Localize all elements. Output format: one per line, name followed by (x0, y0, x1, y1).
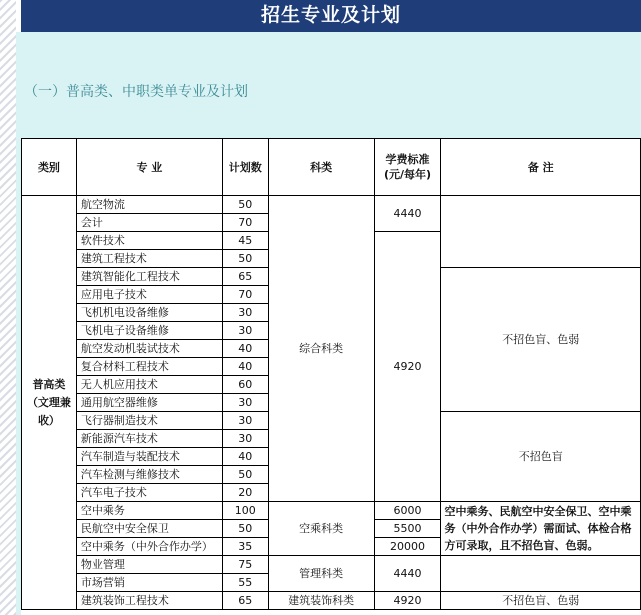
header-note: 备 注 (441, 139, 641, 196)
plan-cell: 50 (222, 466, 268, 484)
header-fee: 学费标准(元/每年) (374, 139, 441, 196)
plan-cell: 75 (222, 556, 268, 574)
fee-cell: 5500 (374, 520, 441, 538)
major-cell: 空中乘务 (76, 502, 222, 520)
table-header-row (22, 139, 641, 196)
major-cell: 汽车检测与维修技术 (76, 466, 222, 484)
table-row (22, 592, 641, 610)
subject-cell: 管理科类 (268, 556, 374, 592)
major-cell: 飞机电子设备维修 (76, 322, 222, 340)
plan-cell: 50 (222, 520, 268, 538)
major-cell: 新能源汽车技术 (76, 430, 222, 448)
note-cell-empty (441, 196, 641, 268)
major-cell: 空中乘务（中外合作办学） (76, 538, 222, 556)
plan-cell: 35 (222, 538, 268, 556)
section-subtitle: （一）普高类、中职类单专业及计划 (24, 84, 248, 100)
plan-cell: 60 (222, 376, 268, 394)
table-row (22, 196, 641, 214)
plan-cell: 70 (222, 214, 268, 232)
fee-cell: 4920 (374, 232, 441, 502)
major-cell: 民航空中安全保卫 (76, 520, 222, 538)
major-cell: 通用航空器维修 (76, 394, 222, 412)
plan-cell: 100 (222, 502, 268, 520)
major-cell: 航空发动机装试技术 (76, 340, 222, 358)
fee-cell: 20000 (374, 538, 441, 556)
fee-cell: 6000 (374, 502, 441, 520)
fee-cell: 4920 (374, 592, 441, 610)
enrollment-table (21, 138, 641, 610)
major-cell: 软件技术 (76, 232, 222, 250)
plan-cell: 30 (222, 304, 268, 322)
plan-cell: 65 (222, 592, 268, 610)
plan-cell: 50 (222, 196, 268, 214)
major-cell: 飞机机电设备维修 (76, 304, 222, 322)
note-cell: 空中乘务、民航空中安全保卫、空中乘务（中外合作办学）需面试、体检合格方可录取，且不招色盲、色弱。 (441, 502, 641, 556)
major-cell: 飞行器制造技术 (76, 412, 222, 430)
note-cell: 不招色盲 (441, 412, 641, 502)
major-cell: 应用电子技术 (76, 286, 222, 304)
header-subject: 科类 (268, 139, 374, 196)
major-cell: 汽车电子技术 (76, 484, 222, 502)
major-cell: 复合材料工程技术 (76, 358, 222, 376)
major-cell: 航空物流 (76, 196, 222, 214)
plan-cell: 40 (222, 358, 268, 376)
major-cell: 建筑智能化工程技术 (76, 268, 222, 286)
major-cell: 无人机应用技术 (76, 376, 222, 394)
subject-cell: 综合科类 (268, 196, 374, 502)
note-cell-empty (441, 556, 641, 592)
fee-cell: 4440 (374, 196, 441, 232)
major-cell: 汽车制造与装配技术 (76, 448, 222, 466)
plan-cell: 30 (222, 322, 268, 340)
major-cell: 建筑装饰工程技术 (76, 592, 222, 610)
plan-cell: 50 (222, 250, 268, 268)
plan-cell: 55 (222, 574, 268, 592)
fee-cell: 4440 (374, 556, 441, 592)
plan-cell: 70 (222, 286, 268, 304)
plan-cell: 65 (222, 268, 268, 286)
header-plan: 计划数 (222, 139, 268, 196)
subject-cell: 建筑装饰科类 (268, 592, 374, 610)
subject-cell: 空乘科类 (268, 502, 374, 556)
major-cell: 市场营销 (76, 574, 222, 592)
header-major: 专 业 (76, 139, 222, 196)
header-category: 类别 (22, 139, 77, 196)
table-row (22, 556, 641, 574)
left-stripe-decoration (0, 0, 16, 615)
category-cell: 普高类（文理兼收） (22, 196, 77, 610)
note-cell: 不招色盲、色弱 (441, 592, 641, 610)
note-cell: 不招色盲、色弱 (441, 268, 641, 412)
enrollment-table-wrapper (21, 138, 641, 615)
plan-cell: 30 (222, 430, 268, 448)
table-row (22, 502, 641, 520)
plan-cell: 20 (222, 484, 268, 502)
plan-cell: 30 (222, 394, 268, 412)
major-cell: 建筑工程技术 (76, 250, 222, 268)
major-cell: 物业管理 (76, 556, 222, 574)
page-title: 招生专业及计划 (21, 0, 641, 32)
plan-cell: 40 (222, 340, 268, 358)
major-cell: 会计 (76, 214, 222, 232)
plan-cell: 30 (222, 412, 268, 430)
plan-cell: 40 (222, 448, 268, 466)
plan-cell: 45 (222, 232, 268, 250)
